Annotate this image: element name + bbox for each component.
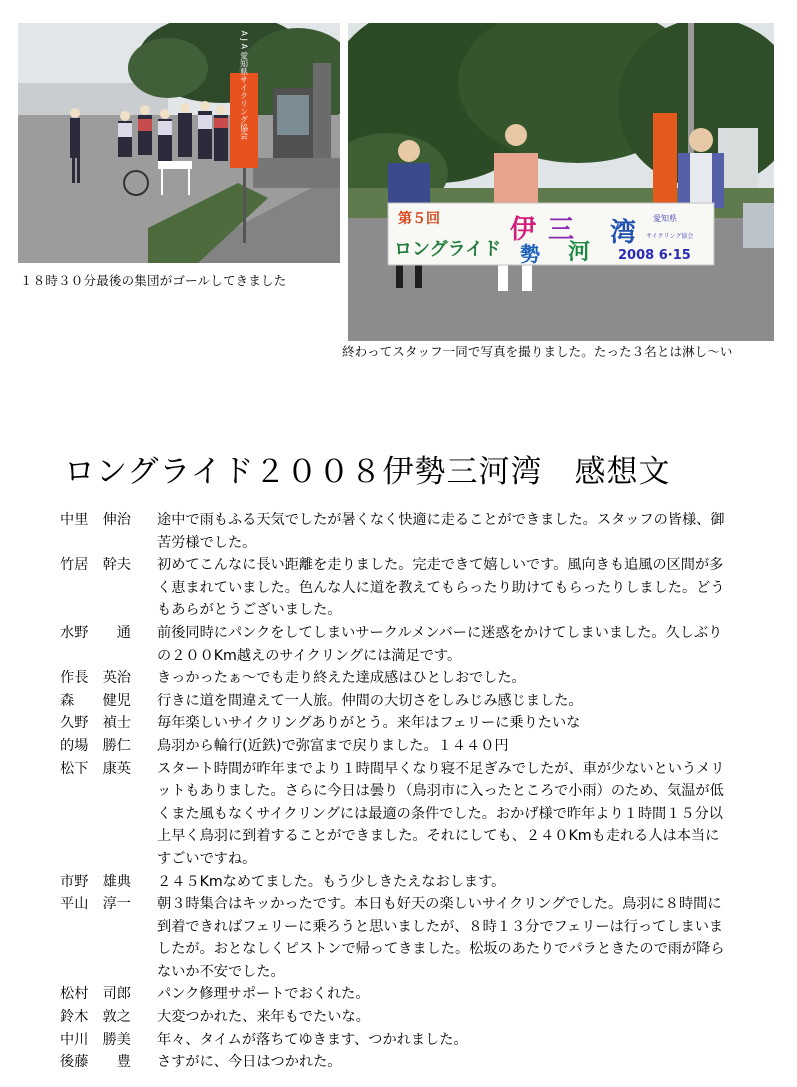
comment-text: 前後同時にパンクをしてしまいサークルメンバーに迷惑をかけてしまいました。久しぶりの２００Km越えのサイクリングには満足です。 [157,624,723,664]
comment-entry [60,1051,760,1074]
comment-text: パンク修理サポートでおくれた。 [157,986,370,1003]
comment-entry [60,554,760,622]
comment-text: 行きに道を間違えて一人旅。仲間の大切さをしみじみ感じました。 [157,692,583,709]
banner-char-1: 伊 [510,215,537,245]
comment-text: 年々、タイムが落ちてゆきます、つかれました。 [157,1031,468,1048]
comment-text: 鳥羽から輪行(近鉄)で弥富まで戻りました。１４４０円 [157,737,509,754]
page-title: ロングライド２００８伊勢三河湾 感想文 [64,454,671,490]
comment-text: きっかったぁ～でも走り終えた達成感はひとしおでした。 [157,670,526,687]
comment-author: 水野 通 [60,624,131,641]
comment-entry [60,893,760,983]
comment-entry [60,667,760,690]
comment-author: 平山 淳一 [60,896,131,913]
comment-author: 久野 禎士 [60,715,131,732]
comment-author: 後藤 豊 [60,1054,131,1071]
banner-edition: 第５回 [398,211,440,227]
photo-staff-group [348,23,774,341]
photo-goal-caption: １８時３０分最後の集団がゴールしてきました [20,273,287,288]
comment-author: 中川 勝美 [60,1031,131,1048]
photo-goal-group [18,23,340,263]
comment-entry [60,622,760,667]
comment-text: スタート時間が昨年までより１時間早くなり寝不足ぎみでしたが、車が少ないというメリットもありました。さらに今日は曇り（鳥羽市に入ったところで小雨）のため、気温が低くまた風もなくサイクリングには最適の条件でした。おかげ様で昨年より１時間１５分以上早く鳥羽に到着することができました。それにしても、２４０Kmも走れる人は本当にすごいですね。 [157,760,725,867]
comment-author: 森 健児 [60,692,131,709]
comment-text: さすがに、今日はつかれた。 [157,1054,342,1071]
banner-char-3: 三 [548,215,575,245]
comment-author: 的場 勝仁 [60,737,131,754]
comment-entry [60,1029,760,1052]
comment-text: 毎年楽しいサイクリングありがとう。来年はフェリーに乗りたいな [157,715,581,732]
comment-text: 朝３時集合はキッかったです。本日も好天の楽しいサイクリングでした。鳥羽に８時間に到着できればフェリーに乗ろうと思いましたが、８時１３分でフェリーは行ってしまいましたが。おとなしくピストンで帰ってきました。松坂のあたりでパラときたので雨が降らないか不安でした。 [157,896,725,980]
comment-text: 途中で雨もふる天気でしたが暑くなく快適に走ることができました。スタッフの皆様、御苦労様でした。 [157,512,725,551]
banner-org-line2: サイクリング協会 [646,233,694,240]
banner-event-name: ロングライド [394,239,502,260]
comment-entry [60,690,760,713]
comment-entry [60,758,760,871]
photo-goal-group-image [18,23,340,263]
comment-author: 作長 英治 [60,670,131,687]
comment-text: 初めてこんなに長い距離を走りました。完走できて嬉しいです。風向きも追風の区間が多く恵まれていました。色んな人に道を教えてもらったり助けてもらったりしました。どうもあらがとうございました。 [157,557,725,619]
banner-aja-text: A J A 愛知県サイクリング協会 [239,30,249,140]
banner-date: 2008 6·15 [618,248,691,263]
comment-entry [60,735,760,758]
banner-char-4: 河 [568,239,591,265]
comment-author: 市野 雄典 [60,873,131,890]
photo-staff-group-image [348,23,774,341]
comment-author: 鈴木 敦之 [60,1009,131,1026]
comment-author: 松下 康英 [60,760,131,777]
banner-char-5: 湾 [610,218,637,248]
comment-author: 中里 伸治 [60,512,131,528]
comment-entry [60,871,760,894]
comment-text: ２４５Kmなめてました。もう少しきたえなおします。 [157,873,506,890]
banner-org-line1: 愛知県 [653,214,677,223]
comment-author: 松村 司郎 [60,986,131,1003]
photo-staff-caption: 終わってスタッフ一同で写真を撮りました。たった３名とは淋し〜い [342,344,733,359]
comment-entry [60,1006,760,1029]
event-banner [388,203,714,266]
comments-list [60,509,760,1074]
comment-entry [60,509,760,554]
comment-entry [60,712,760,735]
comment-text: 大変つかれた、来年もでたいな。 [157,1009,370,1026]
banner-char-2: 勢 [520,242,540,266]
comment-author: 竹居 幹夫 [60,557,131,574]
comment-entry [60,983,760,1006]
